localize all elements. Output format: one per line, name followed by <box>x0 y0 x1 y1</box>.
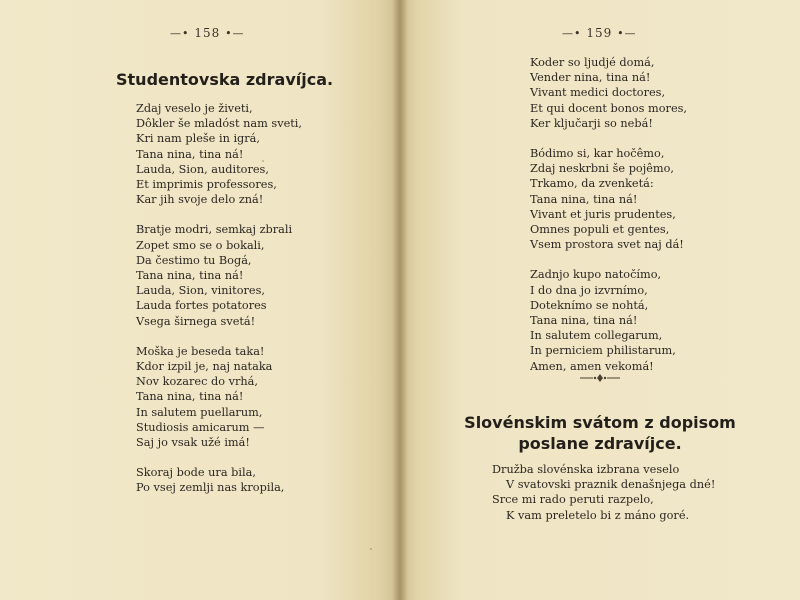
poem-line: In salutem collegarum, <box>530 329 663 343</box>
right-poem-title <box>400 412 800 454</box>
left-page-number-text: 158 <box>194 26 221 40</box>
poem-line: Trkamo, da zvenketá: <box>530 177 654 191</box>
poem-line: Studiosis amicarum — <box>136 420 265 434</box>
poem-line: Tana nina, tina ná! <box>530 314 638 328</box>
page-number-dash-left: —• <box>562 27 582 40</box>
right-stanza-2 <box>530 146 687 252</box>
left-stanza-4 <box>136 465 302 495</box>
poem-line: Družba slovénska izbrana veselo <box>492 463 680 476</box>
poem-line: Kdor izpil je, naj nataka <box>136 360 273 374</box>
poem-line: Ker ključarji so nebá! <box>530 116 653 130</box>
ornament-divider-icon <box>578 372 622 384</box>
poem-line: Zdaj veselo je živeti, <box>136 102 253 115</box>
poem-line: Lauda, Sion, auditores, <box>136 162 269 176</box>
right-stanza-3 <box>530 267 687 373</box>
poem-line: In perniciem philistarum, <box>530 344 676 358</box>
poem-line: Et imprimis professores, <box>136 178 277 192</box>
poem-line: Lauda, Sion, vinitores, <box>136 284 265 298</box>
poem-line: Vsem prostora svet naj dá! <box>530 238 684 252</box>
poem-line: Bratje modri, semkaj zbrali <box>136 223 293 237</box>
poem-line: Tana nina, tina ná! <box>136 390 244 404</box>
poem-line: Kri nam pleše in igrá, <box>136 132 261 146</box>
poem-line: Tana nina, tina ná! <box>136 269 244 283</box>
page-number-dash-right: •— <box>617 27 637 40</box>
poem-line: Kar jih svoje delo zná! <box>136 193 264 207</box>
right-page-number-text: 159 <box>586 26 613 40</box>
left-stanza-3 <box>136 344 302 450</box>
right-poem-continuation <box>530 55 687 389</box>
poem-line: Vender nina, tina ná! <box>530 71 651 85</box>
right-title-line-2: poslane zdravíjce. <box>518 434 682 453</box>
page-number-dash-left: —• <box>170 27 190 40</box>
paper-speck <box>370 548 372 550</box>
left-stanza-1 <box>136 101 302 207</box>
poem-line: Zdaj neskrbni še pojêmo, <box>530 162 675 176</box>
poem-line: Amen, amen vekomá! <box>530 359 654 373</box>
poem-line: I do dna jo izvrnímo, <box>530 283 648 297</box>
poem-line: Moška je beseda taka! <box>136 344 265 358</box>
poem-line: Tana nina, tina ná! <box>136 147 244 161</box>
left-poem-title: Studentovska zdravíjca. <box>116 70 334 89</box>
poem-line: In salutem puellarum, <box>136 405 263 419</box>
poem-line: V svatovski praznik denašnjega dné! <box>506 478 716 492</box>
left-stanza-2 <box>136 222 302 328</box>
poem-line: Vsega širnega svetá! <box>136 314 256 328</box>
poem-line: Tana nina, tina ná! <box>530 192 638 206</box>
page-number-dash-right: •— <box>225 27 245 40</box>
poem-line: Nov kozarec do vrhá, <box>136 375 259 389</box>
poem-line: Doteknímo se nohtá, <box>530 298 649 312</box>
poem-line: Da čestimo tu Bogá, <box>136 253 252 267</box>
left-poem <box>136 101 302 511</box>
right-page-number <box>562 26 637 40</box>
right-stanza-1 <box>530 55 687 131</box>
right-page <box>400 0 800 600</box>
poem-line: Saj jo vsak užé imá! <box>136 436 250 450</box>
poem-line: Zadnjo kupo natočímo, <box>530 268 662 282</box>
paper-speck <box>262 160 264 162</box>
poem-line: Srce mi rado peruti razpelo, <box>492 493 654 507</box>
poem-line: Skoraj bode ura bila, <box>136 466 256 480</box>
poem-line: K vam preletelo bi z máno goré. <box>506 508 690 522</box>
poem-line: Dôkler še mladóst nam sveti, <box>136 117 303 131</box>
poem-line: Vivant et juris prudentes, <box>530 207 676 221</box>
right-second-poem <box>492 462 715 523</box>
left-page-number <box>170 26 245 40</box>
poem-line: Koder so ljudjé domá, <box>530 56 655 69</box>
poem-line: Et qui docent bonos mores, <box>530 101 688 115</box>
right-title-line-1: Slovénskim svátom z dopisom <box>464 413 736 432</box>
poem-line: Bódimo si, kar hočêmo, <box>530 147 665 161</box>
poem-line: Lauda fortes potatores <box>136 299 267 313</box>
poem-line: Zopet smo se o bokali, <box>136 238 265 252</box>
poem-line: Omnes populi et gentes, <box>530 223 670 237</box>
poem-line: Po vsej zemlji nas kropila, <box>136 481 285 495</box>
poem-line: Vivant medici doctores, <box>530 86 666 100</box>
